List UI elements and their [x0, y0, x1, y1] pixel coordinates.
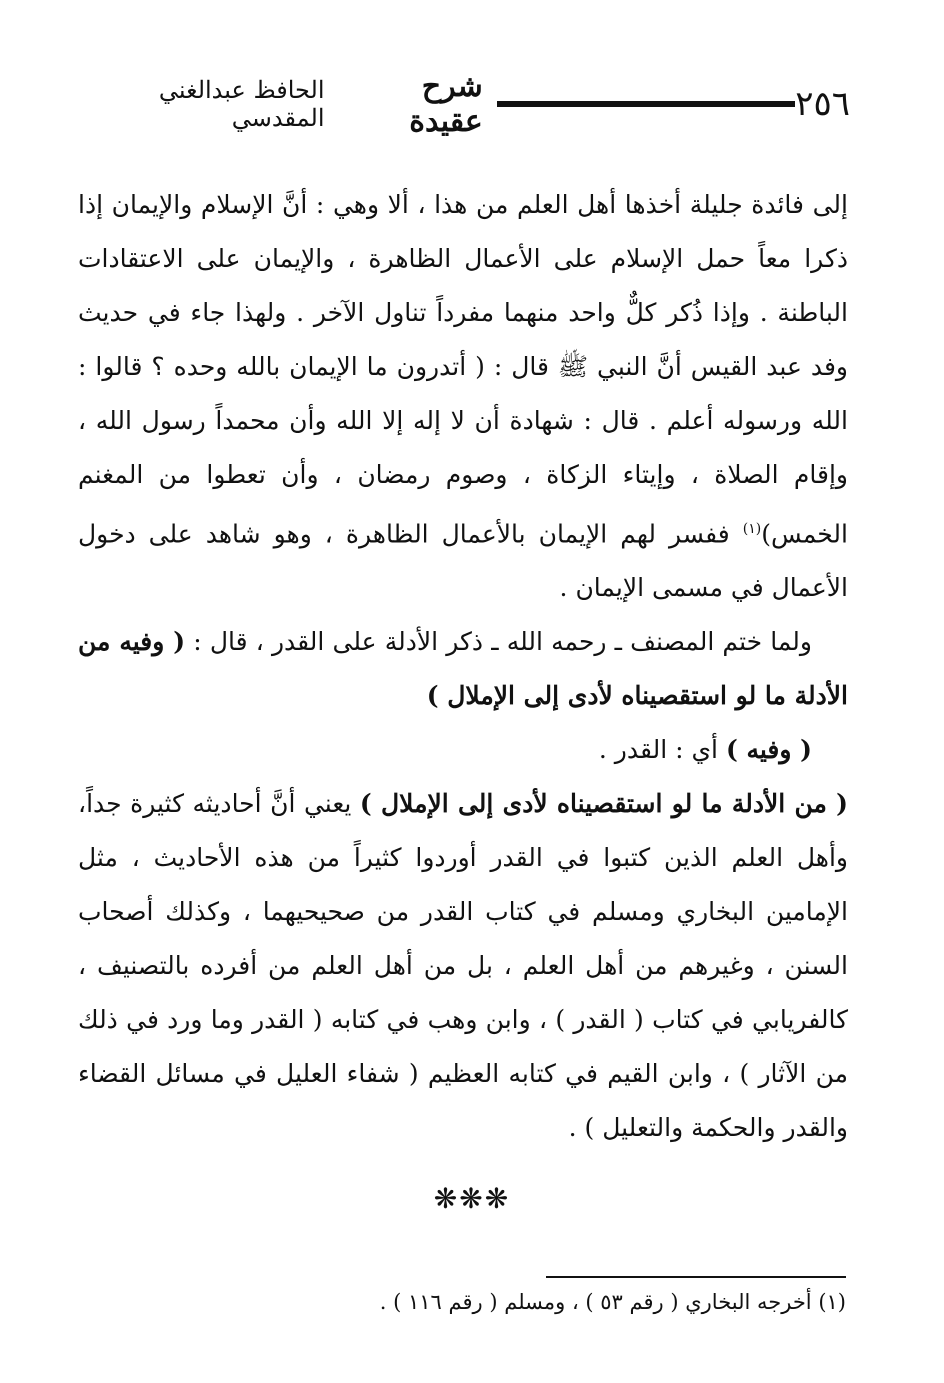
paragraph-3-text: أي : القدر . — [598, 735, 726, 765]
footnote-marker: (١) — [742, 521, 762, 537]
header-title: الحافظ عبدالغني المقدسي — [158, 76, 325, 132]
section-ornament: ❋❋❋ — [433, 1182, 511, 1215]
header-title-group — [60, 69, 795, 139]
paragraph-3 — [78, 723, 848, 777]
footnote-divider — [546, 1276, 846, 1278]
header-rule — [497, 101, 795, 107]
running-header — [60, 69, 850, 139]
header-title-bold: شرح عقيدة — [409, 69, 483, 139]
paragraph-4-quote: ( من الأدلة ما لو استقصيناه لأدى إلى الإملال ) — [359, 789, 848, 819]
paragraph-1-text: إلى فائدة جليلة أخذها أهل العلم من هذا ، ألا وهي : أنَّ الإسلام والإيمان إذا ذكرا معاً حمل الإسلام على الأعمال الظاهرة ، والإيمان على الاعتقادات الباطنة . وإذا ذُكر كلٌّ واحد منهما مفرداً تناول الآخر . ولهذا جاء في حديث وفد عبد القيس أنَّ النبي ﷺ قال : ( أتدرون ما الإيمان بالله وحده ؟ قالوا : الله ورسوله أعلم . قال : شهادة أن لا إله إلا الله وأن محمداً رسول الله ، وإقام الصلاة ، وإيتاء الزكاة ، وصوم رمضان ، وأن تعطوا من المغنم الخمس) — [78, 190, 848, 549]
page-number: ٢٥٦ — [795, 84, 850, 124]
paragraph-3-quote: ( وفيه ) — [725, 735, 812, 765]
paragraph-1-tail: ففسر لهم الإيمان بالأعمال الظاهرة ، وهو شاهد على دخول الأعمال في مسمى الإيمان . — [78, 519, 848, 603]
footnote: (١) أخرجه البخاري ( رقم ٥٣ ) ، ومسلم ( رقم ١١٦ ) . — [379, 1290, 846, 1314]
paragraph-2 — [78, 615, 848, 723]
header-right — [795, 84, 850, 124]
paragraph-2-text: ولما ختم المصنف ـ رحمه الله ـ ذكر الأدلة على القدر ، قال : — [185, 627, 812, 657]
paragraph-4 — [78, 777, 848, 1155]
paragraph-4-text: يعني أنَّ أحاديثه كثيرة جداً، وأهل العلم الذين كتبوا في القدر أوردوا كثيراً من هذه الأحاديث ، مثل الإمامين البخاري ومسلم في كتاب القدر من صحيحيهما ، وكذلك أصحاب السنن ، وغيرهم من أهل العلم ، بل من أهل العلم من أفرده بالتصنيف ، كالفريابي في كتاب ( القدر ) ، وابن وهب في كتابه ( القدر وما ورد في ذلك من الآثار ) ، وابن القيم في كتابه العظيم ( شفاء العليل في مسائل القضاء والقدر والحكمة والتعليل ) . — [78, 789, 848, 1143]
paragraph-2-quote: ( وفيه من الأدلة ما لو استقصيناه لأدى إلى الإملال ) — [78, 627, 848, 711]
body-text — [78, 178, 848, 1155]
paragraph-1 — [78, 178, 848, 615]
